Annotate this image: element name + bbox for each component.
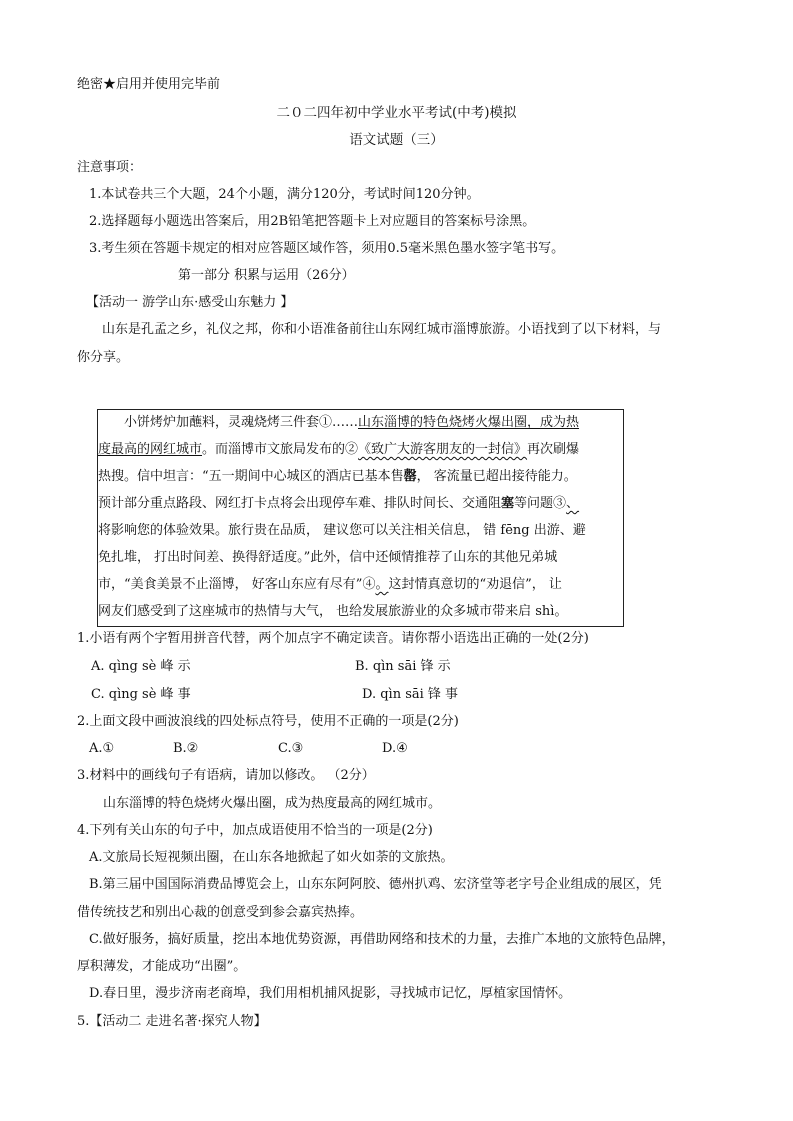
passage-line-6: 免扎堆， 打出时间差、换得舒适度。”此外，信中还倾情推荐了山东的其他兄弟城 bbox=[98, 550, 558, 565]
q3-sentence: 山东淄博的特色烧烤火爆出圈，成为热度最高的网红城市。 bbox=[103, 796, 442, 811]
q5-stem: 5.【活动二 走进名著·探究人物】 bbox=[77, 1014, 267, 1029]
activity1-heading: 【活动一 游学山东·感受山东魅力 】 bbox=[86, 295, 294, 310]
q4-option-d: D.春日里，漫步济南老商埠，我们用相机捕风捉影，寻找城市记忆，厚植家国情怀。 bbox=[89, 986, 572, 1001]
q1-option-b: B. qìn sāi 锋 示 bbox=[355, 659, 451, 674]
wavy-mark-3: 、 bbox=[566, 496, 580, 511]
passage-line-1: 小饼烤炉加蘸料，灵魂烧烤三件套①……山东淄博的特色烧烤火爆出圈，成为热 bbox=[124, 415, 580, 430]
notice-item-2: 2.选择题每小题选出答案后，用2B铅笔把答题卡上对应题目的答案标号涂黑。 bbox=[89, 214, 536, 229]
passage-line-5: 将影响您的体验效果。旅行贵在品质， 建议您可以关注相关信息， 错 fēng 出游、避 bbox=[98, 523, 586, 538]
exam-title: 二０二四年初中学业水平考试(中考)模拟 bbox=[276, 105, 517, 121]
passage-box bbox=[97, 409, 624, 627]
q3-stem: 3.材料中的画线句子有语病，请加以修改。 （2分） bbox=[77, 768, 375, 783]
intro-line-1: 山东是孔孟之乡，礼仪之邦，你和小语准备前往山东网红城市淄博旅游。小语找到了以下材料，与 bbox=[102, 322, 662, 337]
passage-line-3: 热搜。信中坦言：“五一期间中心城区的酒店已基本售罄， 客流量已超出接待能力。 bbox=[98, 469, 577, 484]
notice-item-3: 3.考生须在答题卡规定的相对应答题区域作答，须用0.5毫米黑色墨水签字笔书写。 bbox=[89, 241, 565, 256]
dotted-char-1: 罄 bbox=[403, 469, 417, 484]
q4-option-c-line2: 厚积薄发，才能成功“出圈”。 bbox=[77, 959, 247, 974]
intro-line-2: 你分享。 bbox=[77, 350, 130, 365]
q1-option-a: A. qìng sè 峰 示 bbox=[91, 659, 191, 674]
q1-stem: 1.小语有两个字暂用拼音代替，两个加点字不确定读音。请你帮小语选出正确的一处(2分) bbox=[77, 631, 589, 646]
exam-subtitle: 语文试题（三） bbox=[349, 132, 444, 148]
wavy-mark-2: 《致广大游客朋友的一封信》 bbox=[358, 442, 528, 457]
q4-option-b-line2: 借传统技艺和别出心裁的创意受到参会嘉宾热捧。 bbox=[77, 905, 364, 920]
q2-option-d: D.④ bbox=[382, 741, 408, 756]
dotted-char-2: 塞 bbox=[501, 496, 515, 511]
q4-option-c-line1: C.做好服务，搞好质量，挖出本地优势资源，再借助网络和技术的力量，去推广本地的文旅特色品牌， bbox=[89, 932, 675, 947]
q2-option-c: C.③ bbox=[278, 741, 304, 756]
q4-stem: 4.下列有关山东的句子中，加点成语使用不恰当的一项是(2分) bbox=[77, 823, 433, 838]
q2-option-a: A.① bbox=[89, 741, 115, 756]
passage-line-8: 网友们感受到了这座城市的热情与大气， 也给发展旅游业的众多城市带来启 shì。 bbox=[98, 604, 568, 619]
q2-stem: 2.上面文段中画波浪线的四处标点符号，使用不正确的一项是(2分) bbox=[77, 714, 459, 729]
underlined-sentence-part2: 度最高的网红城市 bbox=[98, 442, 203, 457]
wavy-mark-4: 。 bbox=[375, 577, 389, 592]
passage-line-7: 市，“美食美景不止淄博， 好客山东应有尽有”④。这封情真意切的“劝退信”， 让 bbox=[98, 577, 562, 592]
underlined-sentence-part1: 山东淄博的特色烧烤火爆出圈，成为热 bbox=[358, 415, 580, 430]
q1-option-d: D. qìn sāi 锋 事 bbox=[362, 687, 459, 702]
part1-heading: 第一部分 积累与运用（26分） bbox=[178, 268, 355, 283]
passage-line-4: 预计部分重点路段、网红打卡点将会出现停车难、排队时间长、交通阻塞等问题③、 bbox=[98, 496, 580, 511]
notice-heading: 注意事项： bbox=[77, 160, 143, 175]
q2-option-b: B.② bbox=[173, 741, 199, 756]
q4-option-b-line1: B.第三届中国国际消费品博览会上，山东东阿阿胶、德州扒鸡、宏济堂等老字号企业组成的展区，凭 bbox=[89, 877, 662, 892]
passage-line-2: 度最高的网红城市。而淄博市文旅局发布的②《致广大游客朋友的一封信》再次刷爆 bbox=[98, 442, 580, 457]
notice-item-1: 1.本试卷共三个大题，24个小题，满分120分，考试时间120分钟。 bbox=[89, 187, 480, 202]
q1-option-c: C. qìng sè 峰 事 bbox=[91, 687, 191, 702]
q4-option-a: A.文旅局长短视频出圈，在山东各地掀起了如火如荼的文旅热。 bbox=[89, 850, 454, 865]
secret-label: 绝密★启用并使用完毕前 bbox=[77, 77, 221, 92]
